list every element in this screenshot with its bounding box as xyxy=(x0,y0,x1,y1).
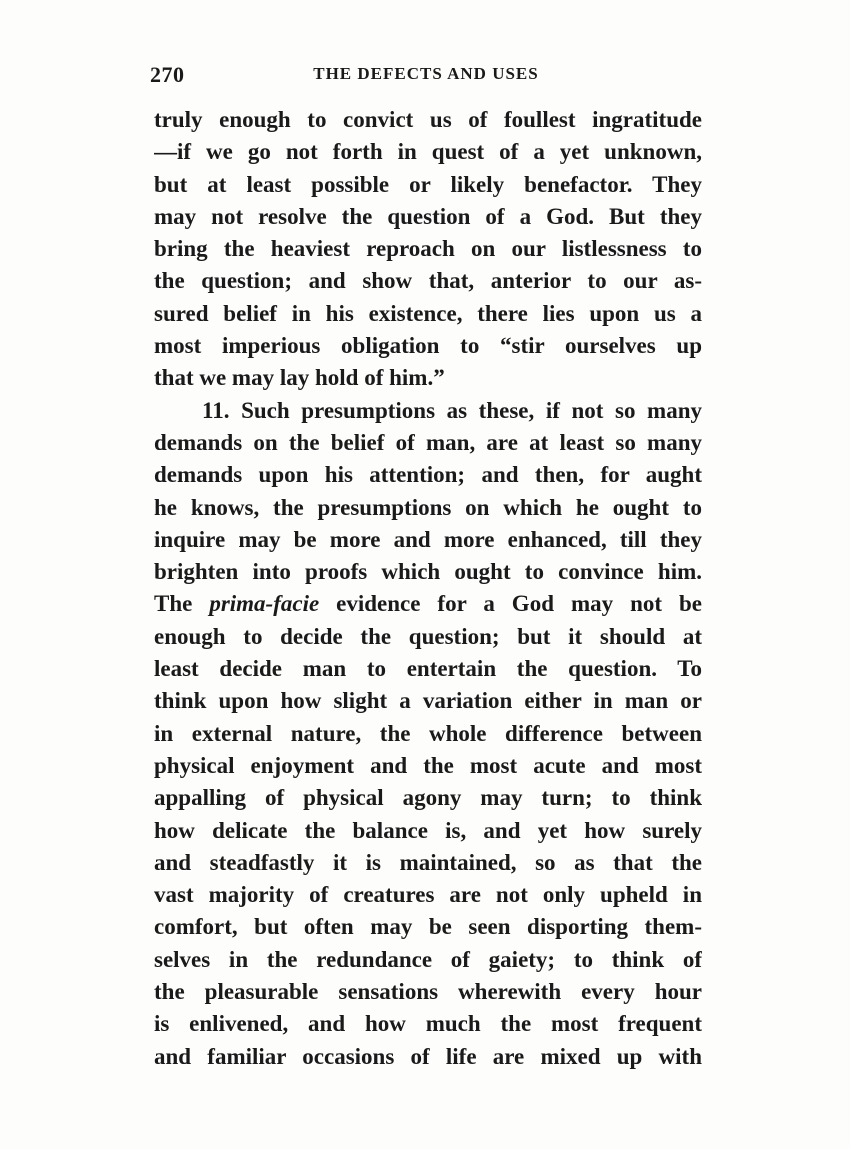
text-line: how delicate the balance is, and yet how surely xyxy=(154,817,702,843)
text-line: enough to decide the question; but it should at xyxy=(154,623,702,649)
text-line: vast majority of creatures are not only upheld in xyxy=(154,882,702,908)
text-line: sured belief in his existence, there lies upon us a xyxy=(154,300,702,326)
text-line: least decide man to entertain the question. To xyxy=(154,656,702,682)
text-line: most imperious obligation to “stir ourselves up xyxy=(154,333,702,359)
text-line: brighten into proofs which ought to convince him. xyxy=(154,559,702,585)
text-line: physical enjoyment and the most acute and most xyxy=(154,752,702,778)
text-line: but at least possible or likely benefactor. They xyxy=(154,171,702,197)
text-line: inquire may be more and more enhanced, till they xyxy=(154,526,702,552)
text-line: selves in the redundance of gaiety; to think of xyxy=(154,946,702,972)
text-line: appalling of physical agony may turn; to think xyxy=(154,785,702,811)
text-line: and familiar occasions of life are mixed up with xyxy=(154,1043,702,1069)
italic-phrase: prima-facie xyxy=(209,591,320,617)
text-line: in external nature, the whole difference between xyxy=(154,720,702,746)
text-fragment: evidence for a God may not be xyxy=(319,591,702,617)
body-text xyxy=(154,104,702,1073)
text-line: may not resolve the question of a God. But they xyxy=(154,203,702,229)
text-line: truly enough to convict us of foullest ingratitude xyxy=(154,107,702,132)
text-fragment: The xyxy=(154,591,210,617)
paragraph-start-line: 11. Such presumptions as these, if not so many xyxy=(202,397,702,423)
text-line: demands on the belief of man, are at least so many xyxy=(154,429,702,455)
text-line: bring the heaviest reproach on our listlessness to xyxy=(154,236,702,262)
paragraph-end-line: that we may lay hold of him.” xyxy=(154,365,445,391)
text-line: demands upon his attention; and then, for aught xyxy=(154,462,702,488)
page-number: 270 xyxy=(150,62,185,87)
text-line: think upon how slight a variation either in man or xyxy=(154,688,702,714)
text-line: the question; and show that, anterior to our as- xyxy=(154,268,702,294)
text-line: is enlivened, and how much the most frequent xyxy=(154,1011,702,1037)
text-line: and steadfastly it is maintained, so as that the xyxy=(154,849,702,875)
running-title: THE DEFECTS AND USES xyxy=(313,64,539,83)
running-head xyxy=(150,62,702,88)
text-line-with-italic xyxy=(154,588,702,620)
text-line: —if we go not forth in quest of a yet unknown, xyxy=(154,139,702,165)
text-line: comfort, but often may be seen disporting them- xyxy=(154,914,702,940)
text-line: he knows, the presumptions on which he ought to xyxy=(154,494,702,520)
text-line: the pleasurable sensations wherewith every hour xyxy=(154,979,702,1005)
